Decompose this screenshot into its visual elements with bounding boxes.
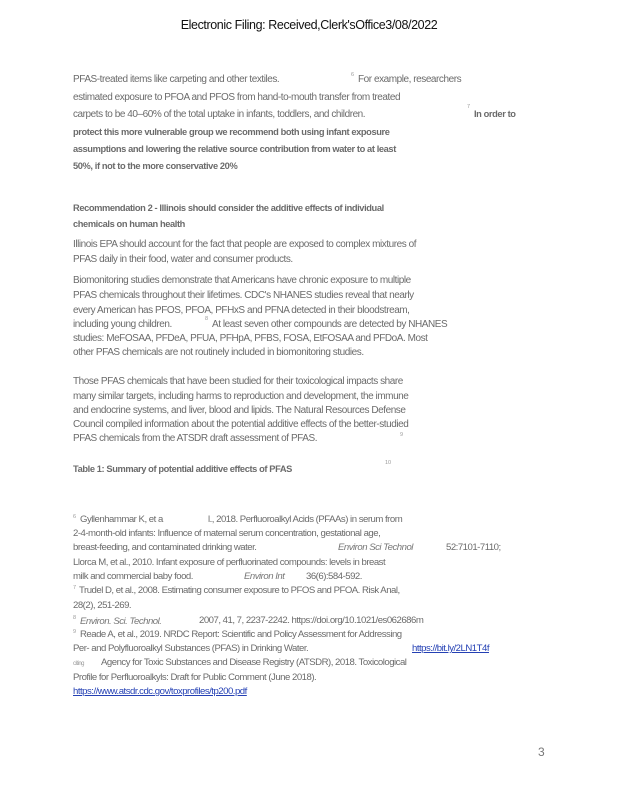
footnote-ref-8: 8 <box>205 316 209 322</box>
footnote-10-link[interactable]: https://www.atsdr.cdc.gov/toxprofiles/tp200.pdf <box>73 686 247 697</box>
footnote-6-line1a: Gyllenhammar K, et a <box>80 514 163 525</box>
footnote-7-line2: 28(2), 251-269. <box>73 600 132 611</box>
footnote-6-line2: 2-4-month-old infants: Influence of maternal serum concentration, gestational age, <box>73 528 381 539</box>
para1-line3a: carpets to be 40–60% of the total uptake in infants, toddlers, and children. <box>73 109 366 120</box>
rec2-p3-line5: PFAS chemicals from the ATSDR draft assessment of PFAS. <box>73 433 318 444</box>
para1-line1 <box>73 74 279 86</box>
rec2-p3-line1: Those PFAS chemicals that have been studied for their toxicological impacts share <box>73 376 403 387</box>
footnote-10-mark: citing <box>73 661 85 667</box>
footnote-6-mark: 6 <box>73 514 77 520</box>
rec2-heading-line2: chemicals on human health <box>73 219 185 229</box>
para1-line5: assumptions and lowering the relative source contribution from water to at least <box>73 144 396 154</box>
footnote-9-line1: Reade A, et al., 2019. NRDC Report: Scientific and Policy Assessment for Addressing <box>80 629 402 640</box>
footnote-6-journal2: Environ Int <box>244 571 285 582</box>
footnote-6-line5a: milk and commercial baby food. <box>73 571 193 582</box>
footnote-8-mark: 8 <box>73 615 77 621</box>
rec2-p2-line4b: At least seven other compounds are detected by NHANES <box>212 319 448 330</box>
para1-line2: estimated exposure to PFOA and PFOS from hand-to-mouth transfer from treated <box>73 92 401 103</box>
footnote-6-line3a: breast-feeding, and contaminated drinking water. <box>73 542 257 553</box>
footnote-6-line5b: 36(6):584-592. <box>306 571 362 582</box>
rec2-p2-line6: other PFAS chemicals are not routinely included in biomonitoring studies. <box>73 347 364 358</box>
footnote-6-line3b: 52:7101-7110; <box>446 542 501 553</box>
rec2-p2-line1: Biomonitoring studies demonstrate that Americans have chronic exposure to multiple <box>73 275 411 286</box>
footnote-8-journal: Environ. Sci. Technol. <box>80 616 162 627</box>
footnote-ref-6: 6 <box>351 72 355 78</box>
footnote-6-journal: Environ Sci Technol <box>338 542 413 553</box>
rec2-heading-line1: Recommendation 2 - Illinois should consider the additive effects of individual <box>73 203 384 213</box>
footnote-7-line1: Trudel D, et al., 2008. Estimating consumer exposure to PFOS and PFOA. Risk Anal, <box>79 585 400 596</box>
para1-line1b: For example, researchers <box>358 74 462 85</box>
footnote-6-line4: Llorca M, et al., 2010. Infant exposure of perfluorinated compounds: levels in breast <box>73 557 386 568</box>
footnote-9-link[interactable]: https://bit.ly/2LN1T4f <box>412 643 489 654</box>
footnote-ref-10: 10 <box>385 460 392 466</box>
rec2-p2-line4a: including young children. <box>73 319 172 330</box>
rec2-p1-line1: Illinois EPA should account for the fact that people are exposed to complex mixtures of <box>73 239 417 250</box>
rec2-p2-line2: PFAS chemicals throughout their lifetimes. CDC's NHANES studies reveal that nearly <box>73 290 414 301</box>
para1-line6: 50%, if not to the more conservative 20% <box>73 161 238 171</box>
footnote-ref-9: 9 <box>400 432 404 438</box>
footnote-10-line1: Agency for Toxic Substances and Disease Registry (ATSDR), 2018. Toxicological <box>101 657 407 668</box>
para1-line4: protect this more vulnerable group we recommend both using infant exposure <box>73 127 390 137</box>
footnote-10-line2: Profile for Perfluoroalkyls: Draft for Public Comment (June 2018). <box>73 672 317 683</box>
rec2-p3-line3: and endocrine systems, and liver, blood and lipids. The Natural Resources Defense <box>73 405 406 416</box>
rec2-p3-line2: many similar targets, including harms to reproduction and development, the immune <box>73 391 409 402</box>
rec2-p2-line5: studies: MeFOSAA, PFDeA, PFUA, PFHpA, PFBS, FOSA, EtFOSAA and PFDoA. Most <box>73 333 428 344</box>
footnote-7-mark: 7 <box>73 585 77 591</box>
footnote-9-line2: Per- and Polyfluoroalkyl Substances (PFAS) in Drinking Water. <box>73 643 309 654</box>
footnote-ref-7: 7 <box>467 104 471 110</box>
footnote-6-line1b: l., 2018. Perfluoroalkyl Acids (PFAAs) in serum from <box>208 514 403 525</box>
footnote-8-line: 2007, 41, 7, 2237-2242. https://doi.org/10.1021/es062686m <box>199 615 424 626</box>
table-caption: Table 1: Summary of potential additive effects of PFAS <box>73 464 292 474</box>
filing-stamp: Electronic Filing: Received,Clerk'sOffice3/08/2022 <box>180 18 438 32</box>
para1-line3b: In order to <box>474 109 516 119</box>
rec2-p3-line4: Council compiled information about the potential additive effects of the better-studied <box>73 419 409 430</box>
footnote-9-mark: 9 <box>73 629 77 635</box>
rec2-p1-line2: PFAS daily in their food, water and consumer products. <box>73 254 293 265</box>
page-number: 3 <box>538 745 545 759</box>
rec2-p2-line3: every American has PFOS, PFOA, PFHxS and PFNA detected in their bloodstream, <box>73 305 410 316</box>
para1-line1a: PFAS-treated items like carpeting and other textiles. <box>73 74 280 85</box>
